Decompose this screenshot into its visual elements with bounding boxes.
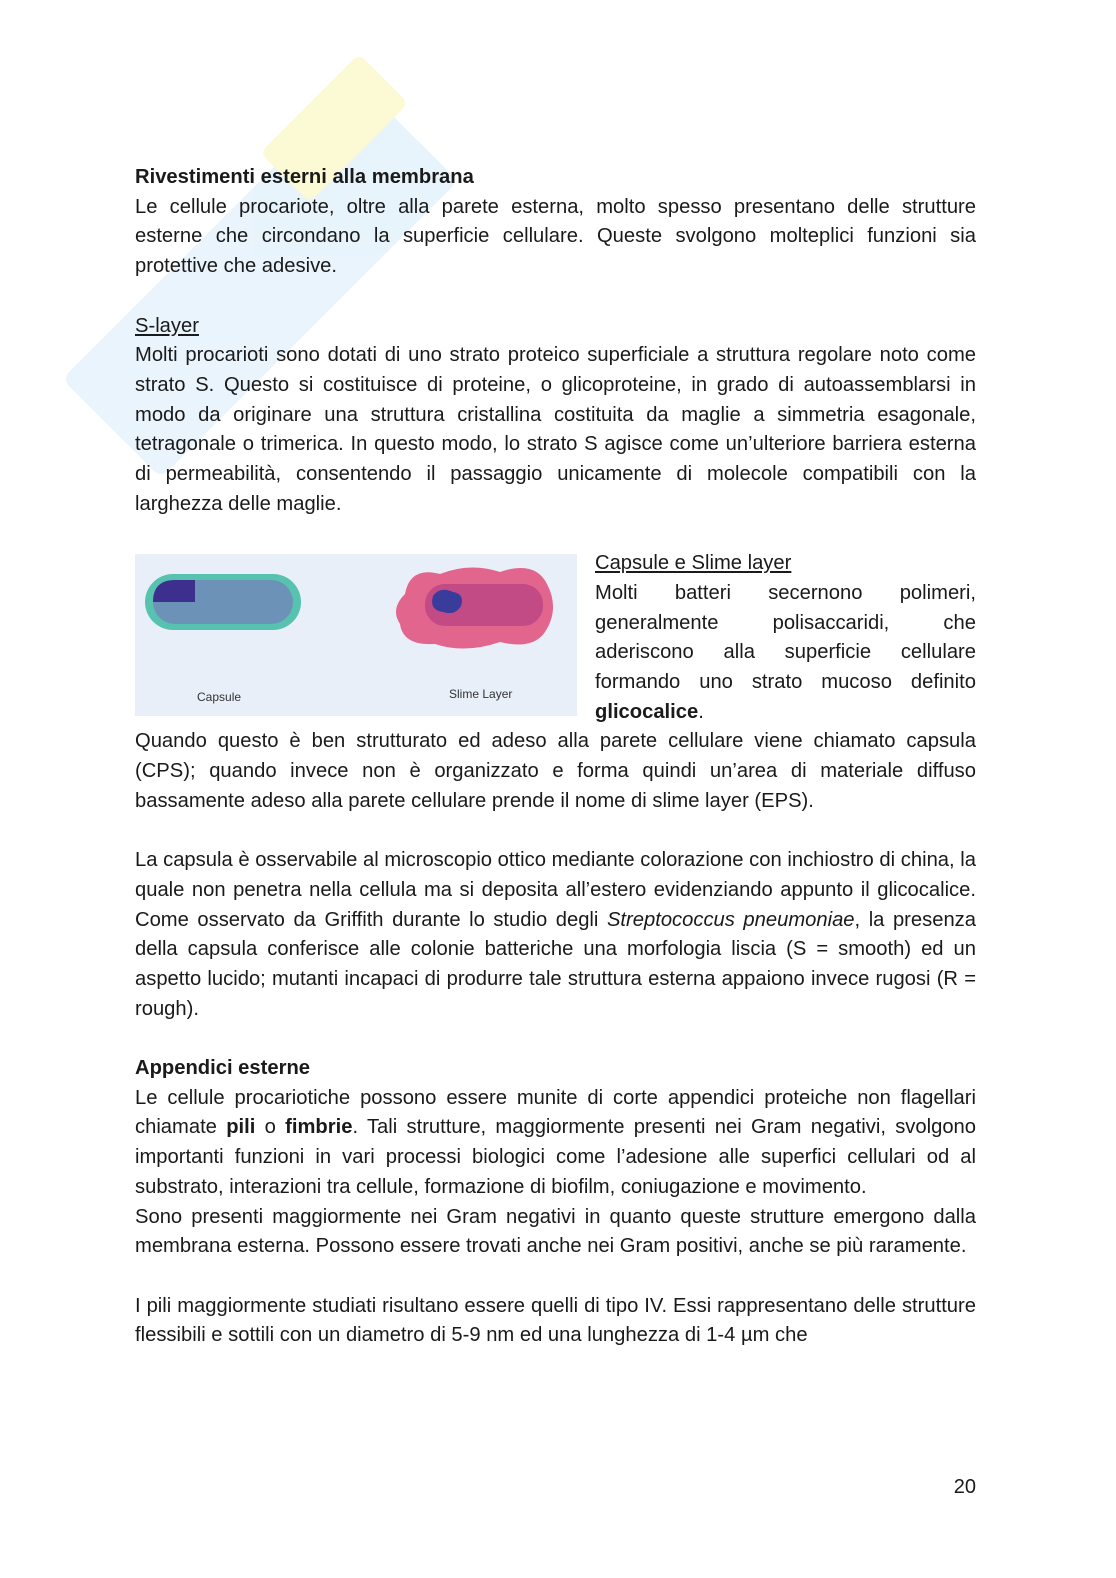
- term-glicocalice: glicocalice: [595, 700, 699, 723]
- capsule-text-1: Molti batteri secernono polimeri, generalmente polisaccaridi, che aderiscono alla superficie cellulare formando uno strato mucoso definito: [595, 581, 976, 693]
- capsule-text-2: .: [698, 700, 704, 723]
- paragraph-appendici-3: I pili maggiormente studiati risultano essere quelli di tipo IV. Essi rappresentano delle strutture flessibili e sottili con un diametro di 5-9 nm ed una lunghezza di 1-4 µm che: [135, 1294, 976, 1347]
- paragraph-appendici-1: [135, 1084, 976, 1203]
- paragraph-slayer: Molti procarioti sono dotati di uno strato proteico superficiale a struttura regolare noto come strato S. Questo si costituisce di proteine, o glicoproteine, in grado di autoassemblarsi in modo da originare una struttura cristallina costituita da maglie a simmetria esagonale, tetragonale o trimerica. In questo modo, lo strato S agisce come un’ulteriore barriera esterna di permeabilità, consentendo il passaggio unicamente di molecole compatibili con la larghezza delle maglie.: [135, 344, 976, 515]
- appendici-p1-o: o: [255, 1116, 286, 1139]
- section-title-capsule: Capsule e Slime layer: [595, 552, 792, 575]
- appendici-p1-b: . Tali strutture, maggiormente presenti nei Gram negativi, svolgono importanti funzioni in vari processi biologici come l’adesione alle superfici cellulari od al substrato, interazioni tra cellule, formazione di biofilm, coniugazione e movimento.: [135, 1116, 977, 1198]
- capsule-para2-b: , la presenza della capsula conferisce alle colonie batteriche una morfologia liscia (S = smooth) ed un aspetto lucido; mutanti incapaci di produrre tale struttura esterna appaiono invece rugosi (R = rough).: [135, 908, 976, 1020]
- section-title-appendici: Appendici esterne: [135, 1057, 311, 1080]
- page-number: 20: [953, 1476, 976, 1498]
- section-title-rivestimenti: Rivestimenti esterni alla membrana: [135, 166, 474, 188]
- paragraph-capsule-2: Quando questo è ben strutturato ed adeso alla parete cellulare viene chiamato capsula (CPS); quando invece non è organizzato e forma quindi un’area di materiale diffuso bassamente adeso alla parete cellulare prende il nome di slime layer (EPS).: [135, 730, 976, 812]
- paragraph-rivestimenti: Le cellule procariote, oltre alla parete esterna, molto spesso presentano delle strutture esterne che circondano la superficie cellulare. Queste svolgono molteplici funzioni sia protettive che adesive.: [135, 195, 976, 278]
- capsule-para2-a: La capsula è osservabile al microscopio ottico mediante colorazione con inchiostro di china, la quale non penetra nella cellula ma si deposita all’estero evidenziando appunto il glicocalice. Come osservato da Griffith durante lo studio degli: [135, 849, 976, 931]
- page-content: [135, 163, 976, 1351]
- paragraph-appendici-2: Sono presenti maggiormente nei Gram negativi in quanto queste strutture emergono dalla membrana esterna. Possono essere trovati anche nei Gram positivi, anche se più raramente.: [135, 1205, 976, 1258]
- appendici-p1-a: Le cellule procariotiche possono essere munite di corte appendici proteiche non flagellari chiamate: [135, 1086, 976, 1139]
- paragraph-capsule-3: [135, 846, 976, 1024]
- species-name: Streptococcus pneumoniae: [606, 908, 855, 931]
- term-fimbrie: fimbrie: [285, 1116, 353, 1139]
- section-title-slayer: S-layer: [135, 314, 199, 337]
- capsule-slime-figure: [135, 554, 577, 716]
- term-pili: pili: [226, 1116, 256, 1139]
- label-capsule: Capsule: [197, 690, 242, 705]
- label-slime-layer: Slime Layer: [449, 687, 513, 702]
